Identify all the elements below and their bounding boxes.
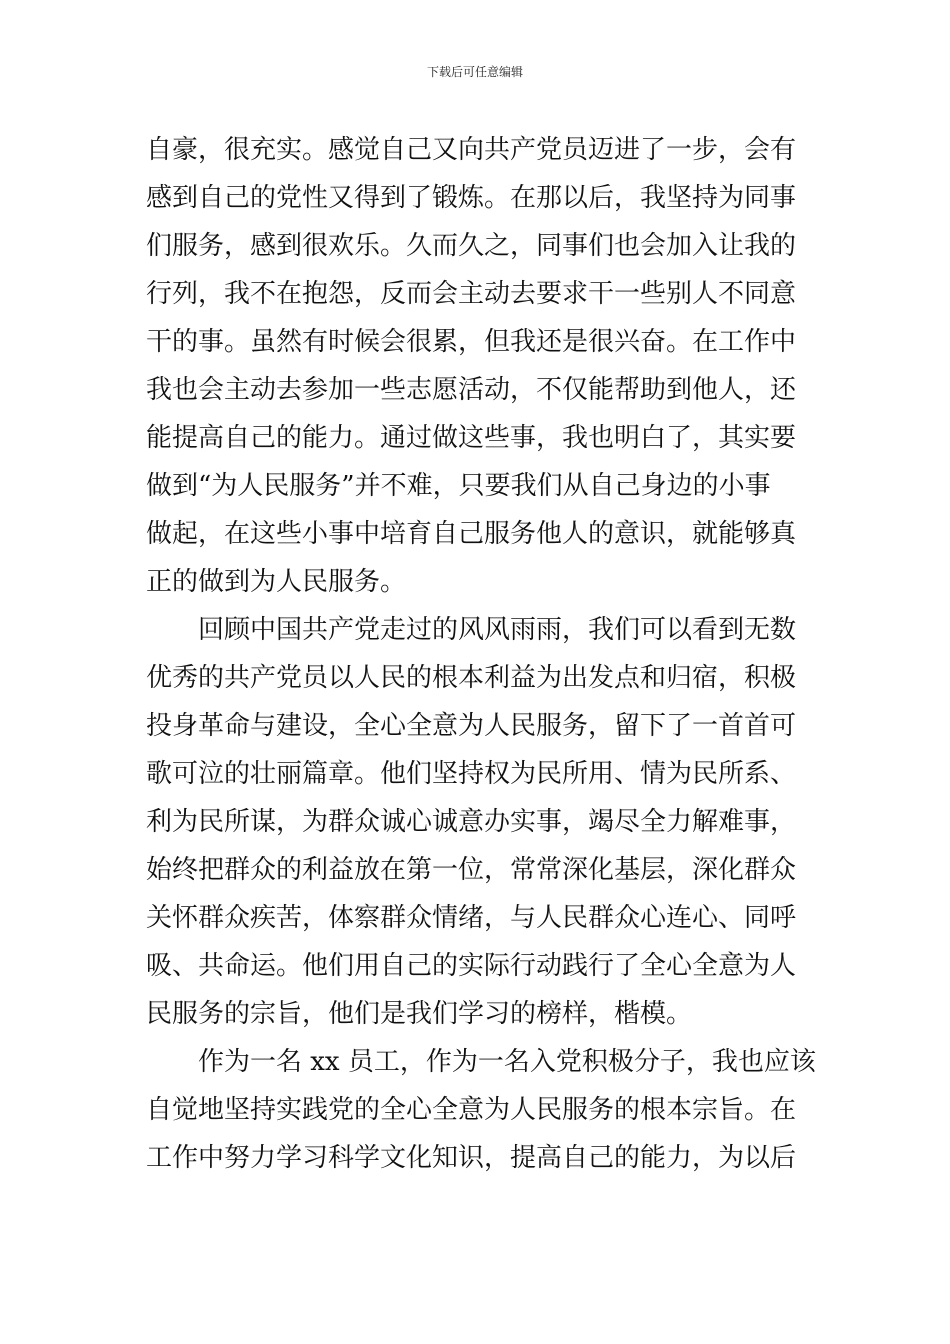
text-line: 投身革命与建设，全心全意为人民服务，留下了一首首可 (146, 711, 797, 741)
text-line: 利为民所谋，为群众诚心诚意办实事，竭尽全力解难事， (146, 807, 797, 837)
text-line: 民服务的宗旨，他们是我们学习的榜样，楷模。 (146, 999, 693, 1029)
text-line: 作为一名 xx 员工，作为一名入党积极分子，我也应该 (198, 1047, 816, 1077)
text-line: 感到自己的党性又得到了锻炼。在那以后，我坚持为同事 (146, 183, 797, 213)
paragraph-2 (146, 606, 806, 1038)
text-line: 关怀群众疾苦，体察群众情绪，与人民群众心连心、同呼 (146, 903, 797, 933)
text-line: 回顾中国共产党走过的风风雨雨，我们可以看到无数 (198, 615, 797, 645)
text-line: 优秀的共产党员以人民的根本利益为出发点和归宿，积极 (146, 663, 797, 693)
text-line: 自觉地坚持实践党的全心全意为人民服务的根本宗旨。在 (146, 1095, 797, 1125)
text-line: 们服务，感到很欢乐。久而久之，同事们也会加入让我的 (146, 231, 797, 261)
text-line: 歌可泣的壮丽篇章。他们坚持权为民所用、情为民所系、 (146, 759, 797, 789)
text-line: 做到“为人民服务”并不难，只要我们从自己身边的小事 (146, 471, 771, 501)
document-body (146, 126, 816, 1182)
page-header: 下载后可任意编辑 (426, 65, 523, 79)
paragraph-1 (146, 126, 806, 606)
text-line: 始终把群众的利益放在第一位，常常深化基层，深化群众 (146, 855, 797, 885)
text-line: 做起，在这些小事中培育自己服务他人的意识，就能够真 (146, 519, 797, 549)
text-line: 行列，我不在抱怨，反而会主动去要求干一些别人不同意 (146, 279, 797, 309)
paragraph-3 (146, 1038, 816, 1182)
text-line: 吸、共命运。他们用自己的实际行动践行了全心全意为人 (146, 951, 797, 981)
text-line: 我也会主动去参加一些志愿活动，不仅能帮助到他人，还 (146, 375, 797, 405)
text-line: 工作中努力学习科学文化知识，提高自己的能力，为以后 (146, 1143, 797, 1173)
text-line: 正的做到为人民服务。 (146, 567, 407, 597)
text-line: 干的事。虽然有时候会很累，但我还是很兴奋。在工作中 (146, 327, 797, 357)
text-line: 自豪，很充实。感觉自己又向共产党员迈进了一步，会有 (146, 135, 797, 165)
text-line: 能提高自己的能力。通过做这些事，我也明白了，其实要 (146, 423, 797, 453)
